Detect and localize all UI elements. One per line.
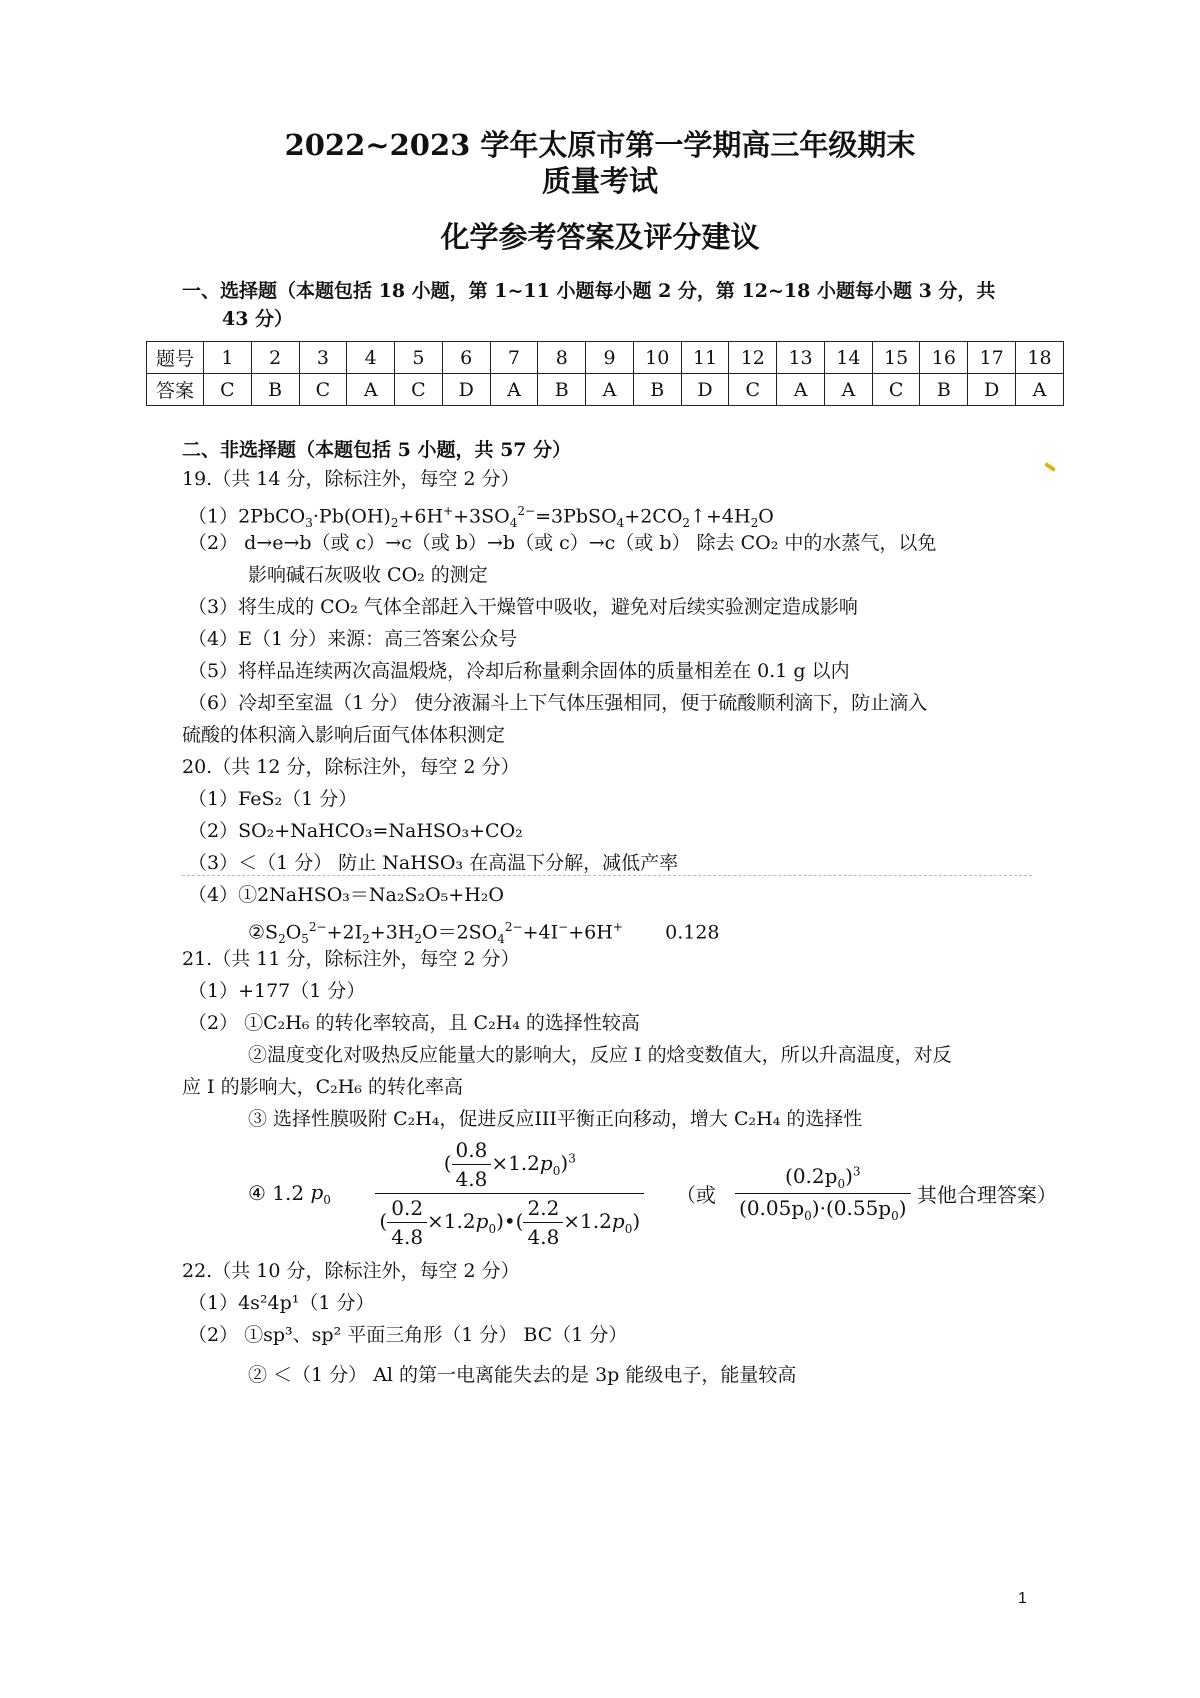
q19-answer-5: （5）将样品连续两次高温煅烧，冷却后称量剩余固体的质量相差在 0.1 g 以内 xyxy=(188,660,850,682)
question-cell: 14 xyxy=(824,342,872,374)
answer-table xyxy=(146,341,1064,406)
q21-answer-2-1: （2） ①C₂H₆ 的转化率较高，且 C₂H₄ 的选择性较高 xyxy=(188,1012,640,1034)
question-cell: 8 xyxy=(538,342,586,374)
answer-cell: C xyxy=(299,374,347,406)
answer-cell: A xyxy=(490,374,538,406)
q20-answer-4-2: $②S_2O_5^{2-}+2I_2+3H_2O=2SO_4^{2-}+4I^-+6H^+$ 0.128 xyxy=(248,920,720,947)
row-label-answer: 答案 xyxy=(147,374,204,406)
question-cell: 18 xyxy=(1016,342,1064,374)
question-cell: 17 xyxy=(968,342,1016,374)
q19-answer-1-prefix: （1）2PbCO xyxy=(188,505,306,528)
row-label-question: 题号 xyxy=(147,342,204,374)
q21-answer-2-2-line1: ②温度变化对吸热反应能量大的影响大，反应 I 的焓变数值大，所以升高温度，对反 xyxy=(248,1044,952,1066)
page-number: 1 xyxy=(1018,1590,1027,1607)
answer-cell: A xyxy=(347,374,395,406)
part1-heading-line1: 一、选择题（本题包括 18 小题，第 1~11 小题每小题 2 分，第 12~18 小题每小题 3 分，共 xyxy=(182,280,996,302)
kp-numerator: ( $\frac{0.8}{4.8}$ $\times 1.2p_0)^3$ xyxy=(443,1137,576,1191)
answer-cell: A xyxy=(824,374,872,406)
q22-heading: 22.（共 10 分，除标注外，每空 2 分） xyxy=(182,1260,520,1282)
q19-answer-1: $(1)2PbCO_3\cdot Pb(OH)_2+6H^++3SO_4^{2-}=3PbSO_4+2CO_2↑+4H_2O$ xyxy=(188,504,774,531)
answer-cell: C xyxy=(729,374,777,406)
kp-denominator: ( $\frac{0.2}{4.8}$ $\times 1.2p_0)•$( $\frac{2.2}{4.8}$ $\times 1.2p_0$) xyxy=(375,1193,644,1249)
q21-answer-2-4-or: （或 xyxy=(675,1182,716,1207)
q21-answer-2-2-line2: 应 I 的影响大，C₂H₆ 的转化率高 xyxy=(182,1076,463,1098)
answer-cell: B xyxy=(251,374,299,406)
q20-answer-4-2-value: 0.128 xyxy=(665,921,720,944)
answer-cell: A xyxy=(777,374,825,406)
dotted-divider xyxy=(182,875,1032,876)
q22-answer-2-1: （2） ①sp³、sp² 平面三角形（1 分） BC（1 分） xyxy=(188,1324,628,1346)
answer-cell: B xyxy=(920,374,968,406)
question-cell: 9 xyxy=(586,342,634,374)
question-cell: 1 xyxy=(204,342,252,374)
answer-cell: B xyxy=(538,374,586,406)
q19-answer-2-line1: （2） d→e→b（或 c）→c（或 b）→b（或 c）→c（或 b） 除去 CO₂ 中的水蒸气，以免 xyxy=(188,532,937,554)
exam-subtitle: 化学参考答案及评分建议 xyxy=(440,220,760,254)
question-cell: 11 xyxy=(681,342,729,374)
q19-answer-3: （3）将生成的 CO₂ 气体全部赶入干燥管中吸收，避免对后续实验测定造成影响 xyxy=(188,596,858,618)
exam-title-line2: 质量考试 xyxy=(541,164,658,198)
question-cell: 4 xyxy=(347,342,395,374)
q20-answer-2: （2）SO₂+NaHCO₃=NaHSO₃+CO₂ xyxy=(188,820,523,842)
question-cell: 10 xyxy=(633,342,681,374)
highlighter-mark xyxy=(1044,462,1056,472)
q19-answer-6-line1: （6）冷却至室温（1 分） 使分液漏斗上下气体压强相同，便于硫酸顺利滴下，防止滴入 xyxy=(188,692,928,714)
answer-cell: C xyxy=(872,374,920,406)
answer-cell: C xyxy=(204,374,252,406)
q21-answer-1: （1）+177（1 分） xyxy=(188,980,366,1002)
question-number-row xyxy=(147,342,1064,374)
q21-answer-2-4-label: ④ 1.2 xyxy=(248,1181,305,1205)
part2-heading: 二、非选择题（本题包括 5 小题，共 57 分） xyxy=(182,439,572,461)
kp-expression xyxy=(375,1138,644,1249)
answer-cell: D xyxy=(968,374,1016,406)
answer-cell: B xyxy=(633,374,681,406)
part1-heading-line2: 43 分） xyxy=(222,308,294,330)
q20-answer-3: （3）＜（1 分） 防止 NaHSO₃ 在高温下分解，减低产率 xyxy=(188,852,679,874)
kp-alt-expression: $\frac{(0.2p_0)^3}{(0.05p_0)\cdot(0.55p_0)}$ xyxy=(735,1164,911,1223)
q22-answer-1: （1）4s²4p¹（1 分） xyxy=(188,1292,375,1314)
question-cell: 5 xyxy=(395,342,443,374)
answer-cell: A xyxy=(1016,374,1064,406)
q19-answer-6-line2: 硫酸的体积滴入影响后面气体体积测定 xyxy=(182,724,506,746)
q19-answer-4: （4）E（1 分）来源：高三答案公众号 xyxy=(188,628,518,650)
q21-answer-2-3: ③ 选择性膜吸附 C₂H₄，促进反应III平衡正向移动，增大 C₂H₄ 的选择性 xyxy=(248,1108,863,1130)
answer-cell: C xyxy=(395,374,443,406)
question-cell: 6 xyxy=(442,342,490,374)
question-cell: 7 xyxy=(490,342,538,374)
answer-cell: A xyxy=(586,374,634,406)
q21-answer-2-4: ④ 1.2 $p_0$ ( $\frac{0.8}{4.8}$ $\times 1.2p_0)^3$ ( $\frac{0.2}{4.8}$ $\times 1.2p_0)•$( $\frac{2.2}{4.8}$ $\times 1.2p_0$) （或 $\frac{(0.2p_0)^3}{(0.05p_0)\cdot(0.55p_0)}$ 其他合理答案） xyxy=(248,1137,1057,1249)
q21-heading: 21.（共 11 分，除标注外，每空 2 分） xyxy=(182,948,520,970)
answer-row xyxy=(147,374,1064,406)
question-cell: 12 xyxy=(729,342,777,374)
exam-title-line1: 2022~2023 学年太原市第一学期高三年级期末 xyxy=(284,128,916,162)
question-cell: 16 xyxy=(920,342,968,374)
question-cell: 13 xyxy=(777,342,825,374)
q20-answer-1: （1）FeS₂（1 分） xyxy=(188,788,358,810)
question-cell: 2 xyxy=(251,342,299,374)
answer-cell: D xyxy=(442,374,490,406)
answer-cell: D xyxy=(681,374,729,406)
q21-answer-2-4-other: 其他合理答案） xyxy=(916,1182,1057,1207)
question-cell: 15 xyxy=(872,342,920,374)
q22-answer-2-2: ② ＜（1 分） Al 的第一电离能失去的是 3p 能级电子，能量较高 xyxy=(248,1364,797,1386)
q19-heading: 19.（共 14 分，除标注外，每空 2 分） xyxy=(182,468,520,490)
q20-heading: 20.（共 12 分，除标注外，每空 2 分） xyxy=(182,756,520,778)
q19-answer-2-line2: 影响碱石灰吸收 CO₂ 的测定 xyxy=(248,564,488,586)
question-cell: 3 xyxy=(299,342,347,374)
q20-answer-4-1: （4）①2NaHSO₃＝Na₂S₂O₅+H₂O xyxy=(188,884,504,906)
